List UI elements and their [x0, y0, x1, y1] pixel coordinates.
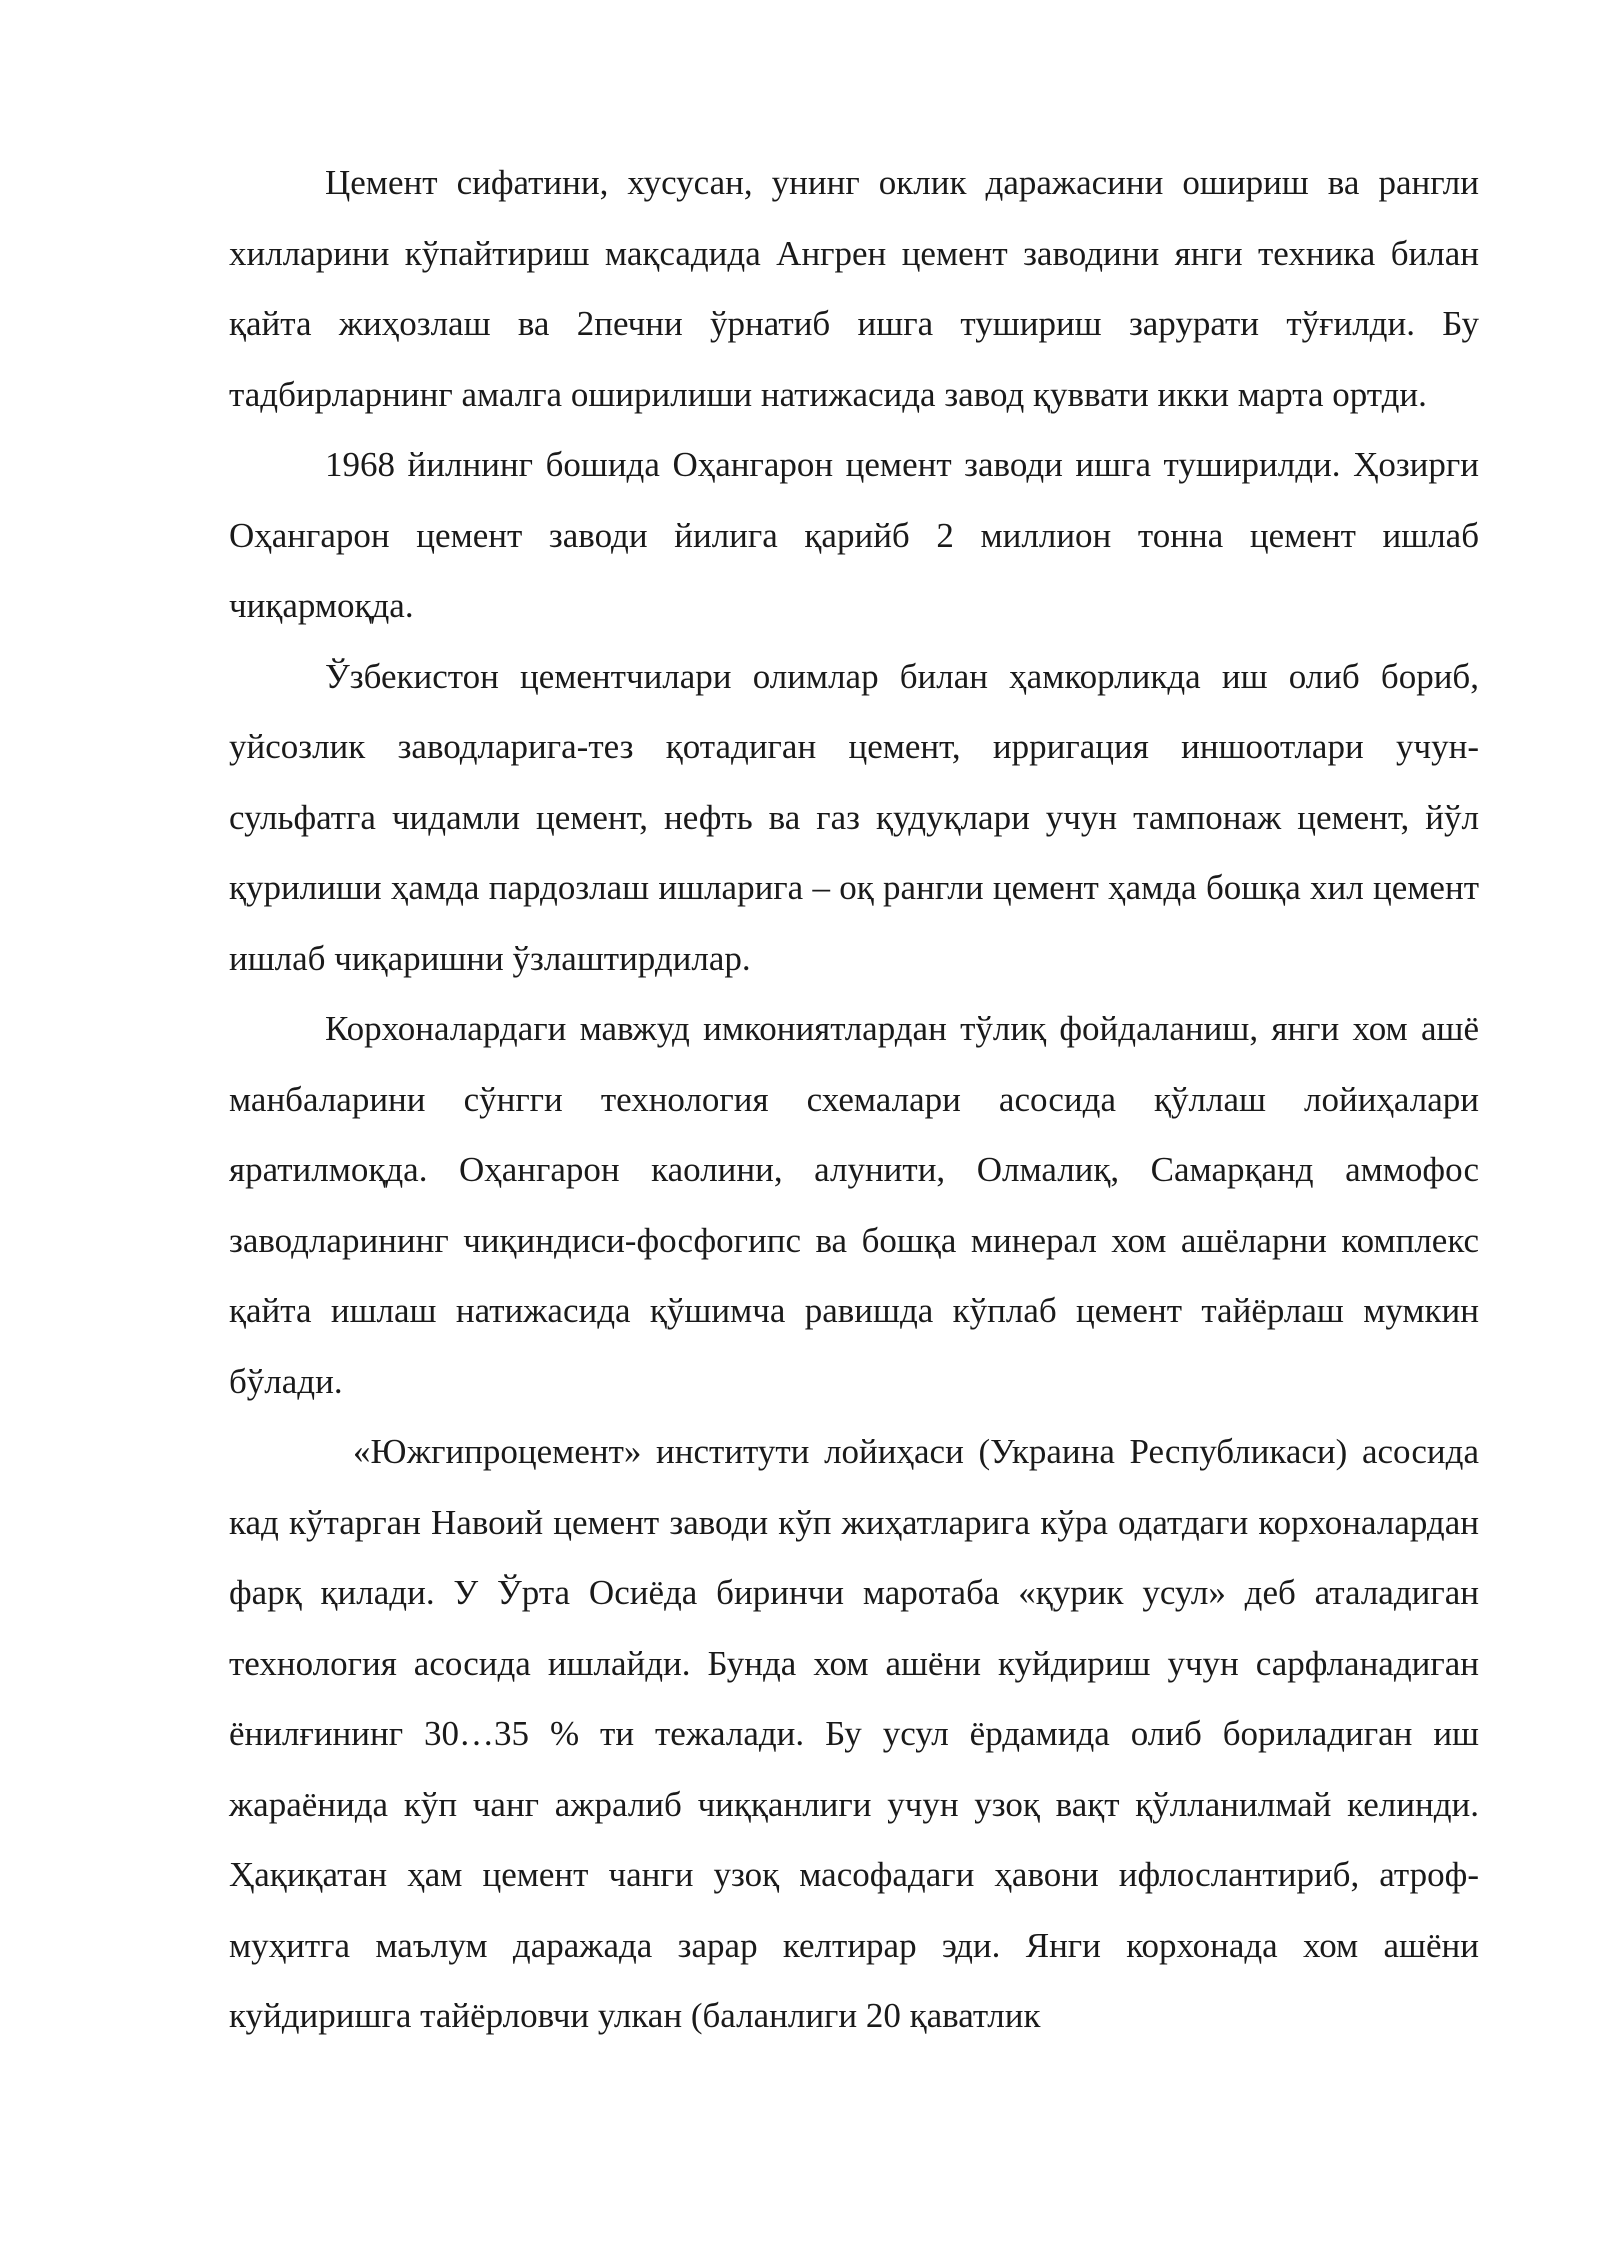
document-page	[229, 148, 1479, 2052]
paragraph-4: Корхоналардаги мавжуд имкониятлардан тўлиқ фойдаланиш, янги хом ашё манбаларини сўнгги технология схемалари асосида қўллаш лойиҳалари яратилмоқда. Оҳангарон каолини, алунити, Олмалиқ, Самарқанд аммофос заводларининг чиқиндиси-фосфогипс ва бошқа минерал хом ашёларни комплекс қайта ишлаш натижасида қўшимча равишда кўплаб цемент тайёрлаш мумкин бўлади.	[229, 1009, 1479, 1401]
paragraph-1: Цемент сифатини, хусусан, унинг оклик даражасини ошириш ва рангли хилларини кўпайтириш мақсадида Ангрен цемент заводини янги техника билан қайта жиҳозлаш ва 2печни ўрнатиб ишга тушириш зарурати тўғилди. Бу тадбирларнинг амалга оширилиши натижасида завод қуввати икки марта ортди.	[229, 163, 1479, 414]
paragraph-2: 1968 йилнинг бошида Оҳангарон цемент заводи ишга туширилди. Ҳозирги Оҳангарон цемент заводи йилига қарийб 2 миллион тонна цемент ишлаб чиқармоқда.	[229, 445, 1479, 625]
paragraph-5: «Южгипроцемент» институти лойиҳаси (Украина Республикаси) асосида кад кўтарган Навоий цемент заводи кўп жиҳатларига кўра одатдаги корхоналардан фарқ қилади. У Ўрта Осиёда биринчи маротаба «қурик усул» деб аталадиган технология асосида ишлайди. Бунда хом ашёни куйдириш учун сарфланадиган ёнилғининг 30…35 % ти тежалади. Бу усул ёрдамида олиб бориладиган иш жараёнида кўп чанг ажралиб чиққанлиги учун узоқ вақт қўлланилмай келинди. Ҳақиқатан ҳам цемент чанги узоқ масофадаги ҳавони ифлослантириб, атроф-муҳитга маълум даражада зарар келтирар эди. Янги корхонада хом ашёни куйдиришга тайёрловчи улкан (баланлиги 20 қаватлик	[229, 1432, 1479, 2035]
paragraph-3: Ўзбекистон цементчилари олимлар билан ҳамкорликда иш олиб бориб, уйсозлик заводларига-тез қотадиган цемент, ирригация иншоотлари учун-сульфатга чидамли цемент, нефть ва газ қудуқлари учун тампонаж цемент, йўл қурилиши ҳамда пардозлаш ишларига – оқ рангли цемент ҳамда бошқа хил цемент ишлаб чиқаришни ўзлаштирдилар.	[229, 656, 1479, 978]
